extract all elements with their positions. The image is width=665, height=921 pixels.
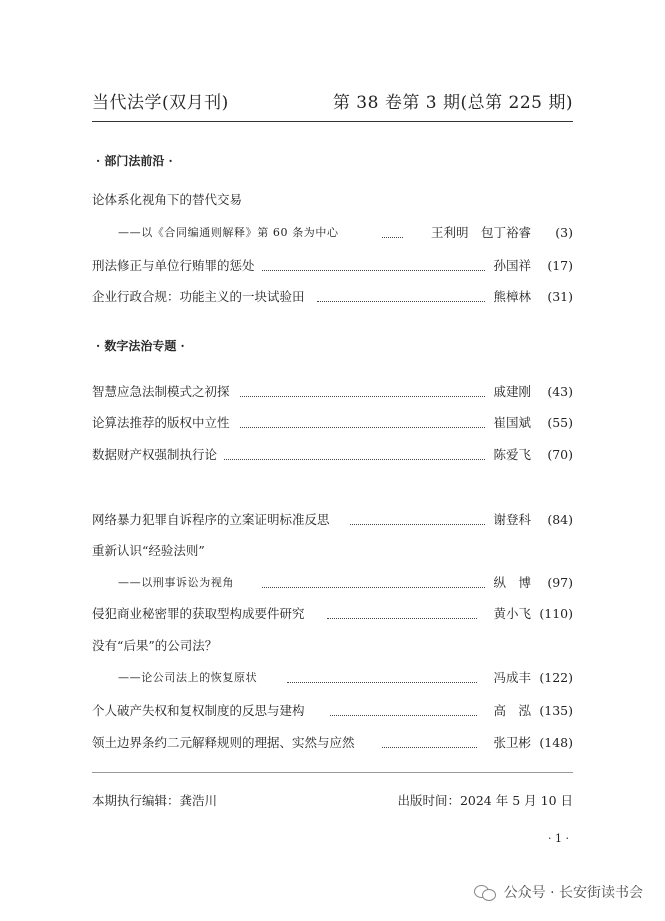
toc-entry-page: (31) [547,289,573,304]
dot-leader [330,715,477,716]
toc-entry-page: (55) [547,415,573,430]
dot-leader [287,682,477,683]
toc-entry-page: (97) [547,575,573,590]
toc-entry-page: (3) [555,225,573,240]
toc-entry-author: 冯成丰 [489,667,531,689]
toc-entry-title: 网络暴力犯罪自诉程序的立案证明标准反思 [92,509,334,531]
toc-entry [92,381,573,403]
toc-entry-page: (122) [539,670,573,685]
issue-info: 第 38 卷第 3 期(总第 225 期) [332,93,573,113]
toc-entry-author: 孙国祥 [489,255,531,277]
toc-entry-title: 论算法推荐的版权中立性 [92,412,234,434]
toc-entry [92,603,573,625]
dot-leader [350,524,485,525]
toc-entry [92,412,573,434]
toc-entry-subtitle: ——以刑事诉讼为视角 [118,572,238,594]
toc-entry-author: 崔国斌 [489,412,531,434]
toc-entry-title: 数据财产权强制执行论 [92,444,221,466]
page-number: · 1 · [548,832,569,845]
toc-entry [92,255,573,277]
watermark-text: 公众号 · 长安街读书会 [503,885,643,901]
toc-entry-author: 熊樟林 [489,286,531,308]
toc-entry [92,700,573,722]
dot-leader [262,270,485,271]
toc-entry-title: 论体系化视角下的替代交易 [92,192,243,207]
toc-entry-title: 企业行政合规：功能主义的一块试验田 [92,286,309,308]
toc-entry-subtitle: ——以《合同编通则解释》第 60 条为中心 [118,222,343,244]
toc-entry-author: 黄小飞 [489,603,531,625]
toc-entry-page: (135) [539,703,573,718]
dot-leader [262,587,485,588]
header-divider [92,121,573,122]
toc-entry-title: 重新认识“经验法则” [92,543,205,558]
dot-leader [224,459,485,460]
toc-entry-page: (110) [539,606,573,621]
journal-name: 当代法学(双月刊) [92,93,229,113]
toc-entry-author: 王利明 包丁裕睿 [427,222,531,244]
toc-entry-page: (70) [547,447,573,462]
toc-entry-page: (17) [547,258,573,273]
publication-date: 出版时间：2024 年 5 月 10 日 [397,793,573,808]
dot-leader [327,618,477,619]
toc-entry-author: 纵 博 [489,572,531,594]
section-heading: · 数字法治专题 · [96,339,185,353]
wechat-icon [474,883,496,901]
toc-entry [92,286,573,308]
toc-entry-page: (148) [539,735,573,750]
toc-entry-page: (84) [547,512,573,527]
toc-entry-title: 没有“后果”的公司法？ [92,638,218,653]
dot-leader [382,237,403,238]
toc-entry-title: 刑法修正与单位行贿罪的惩处 [92,255,259,277]
toc-entry-author: 陈爱飞 [489,444,531,466]
toc-entry-author: 戚建刚 [489,381,531,403]
watermark [474,882,643,902]
toc-entry-author: 高 泓 [489,700,531,722]
toc-entry [92,222,573,244]
toc-entry-title: 智慧应急法制模式之初探 [92,381,234,403]
toc-entry [92,444,573,466]
executive-editor: 本期执行编辑：龚浩川 [92,793,218,808]
toc-entry [92,572,573,594]
footer-divider [92,772,573,773]
dot-leader [382,747,477,748]
page-header [92,88,573,118]
toc-entry-title: 个人破产失权和复权制度的反思与建构 [92,700,309,722]
dot-leader [240,396,485,397]
dot-leader [317,301,485,302]
toc-entry [92,509,573,531]
toc-entry [92,732,573,754]
toc-entry-subtitle: ——论公司法上的恢复原状 [118,667,261,689]
toc-entry-author: 谢登科 [489,509,531,531]
toc-entry-title: 侵犯商业秘密罪的获取型构成要件研究 [92,603,309,625]
toc-entry [92,667,573,689]
dot-leader [240,427,485,428]
toc-entry-title: 领土边界条约二元解释规则的理据、实然与应然 [92,732,359,754]
toc-entry-page: (43) [547,384,573,399]
section-heading: · 部门法前沿 · [96,154,173,168]
toc-entry-author: 张卫彬 [489,732,531,754]
